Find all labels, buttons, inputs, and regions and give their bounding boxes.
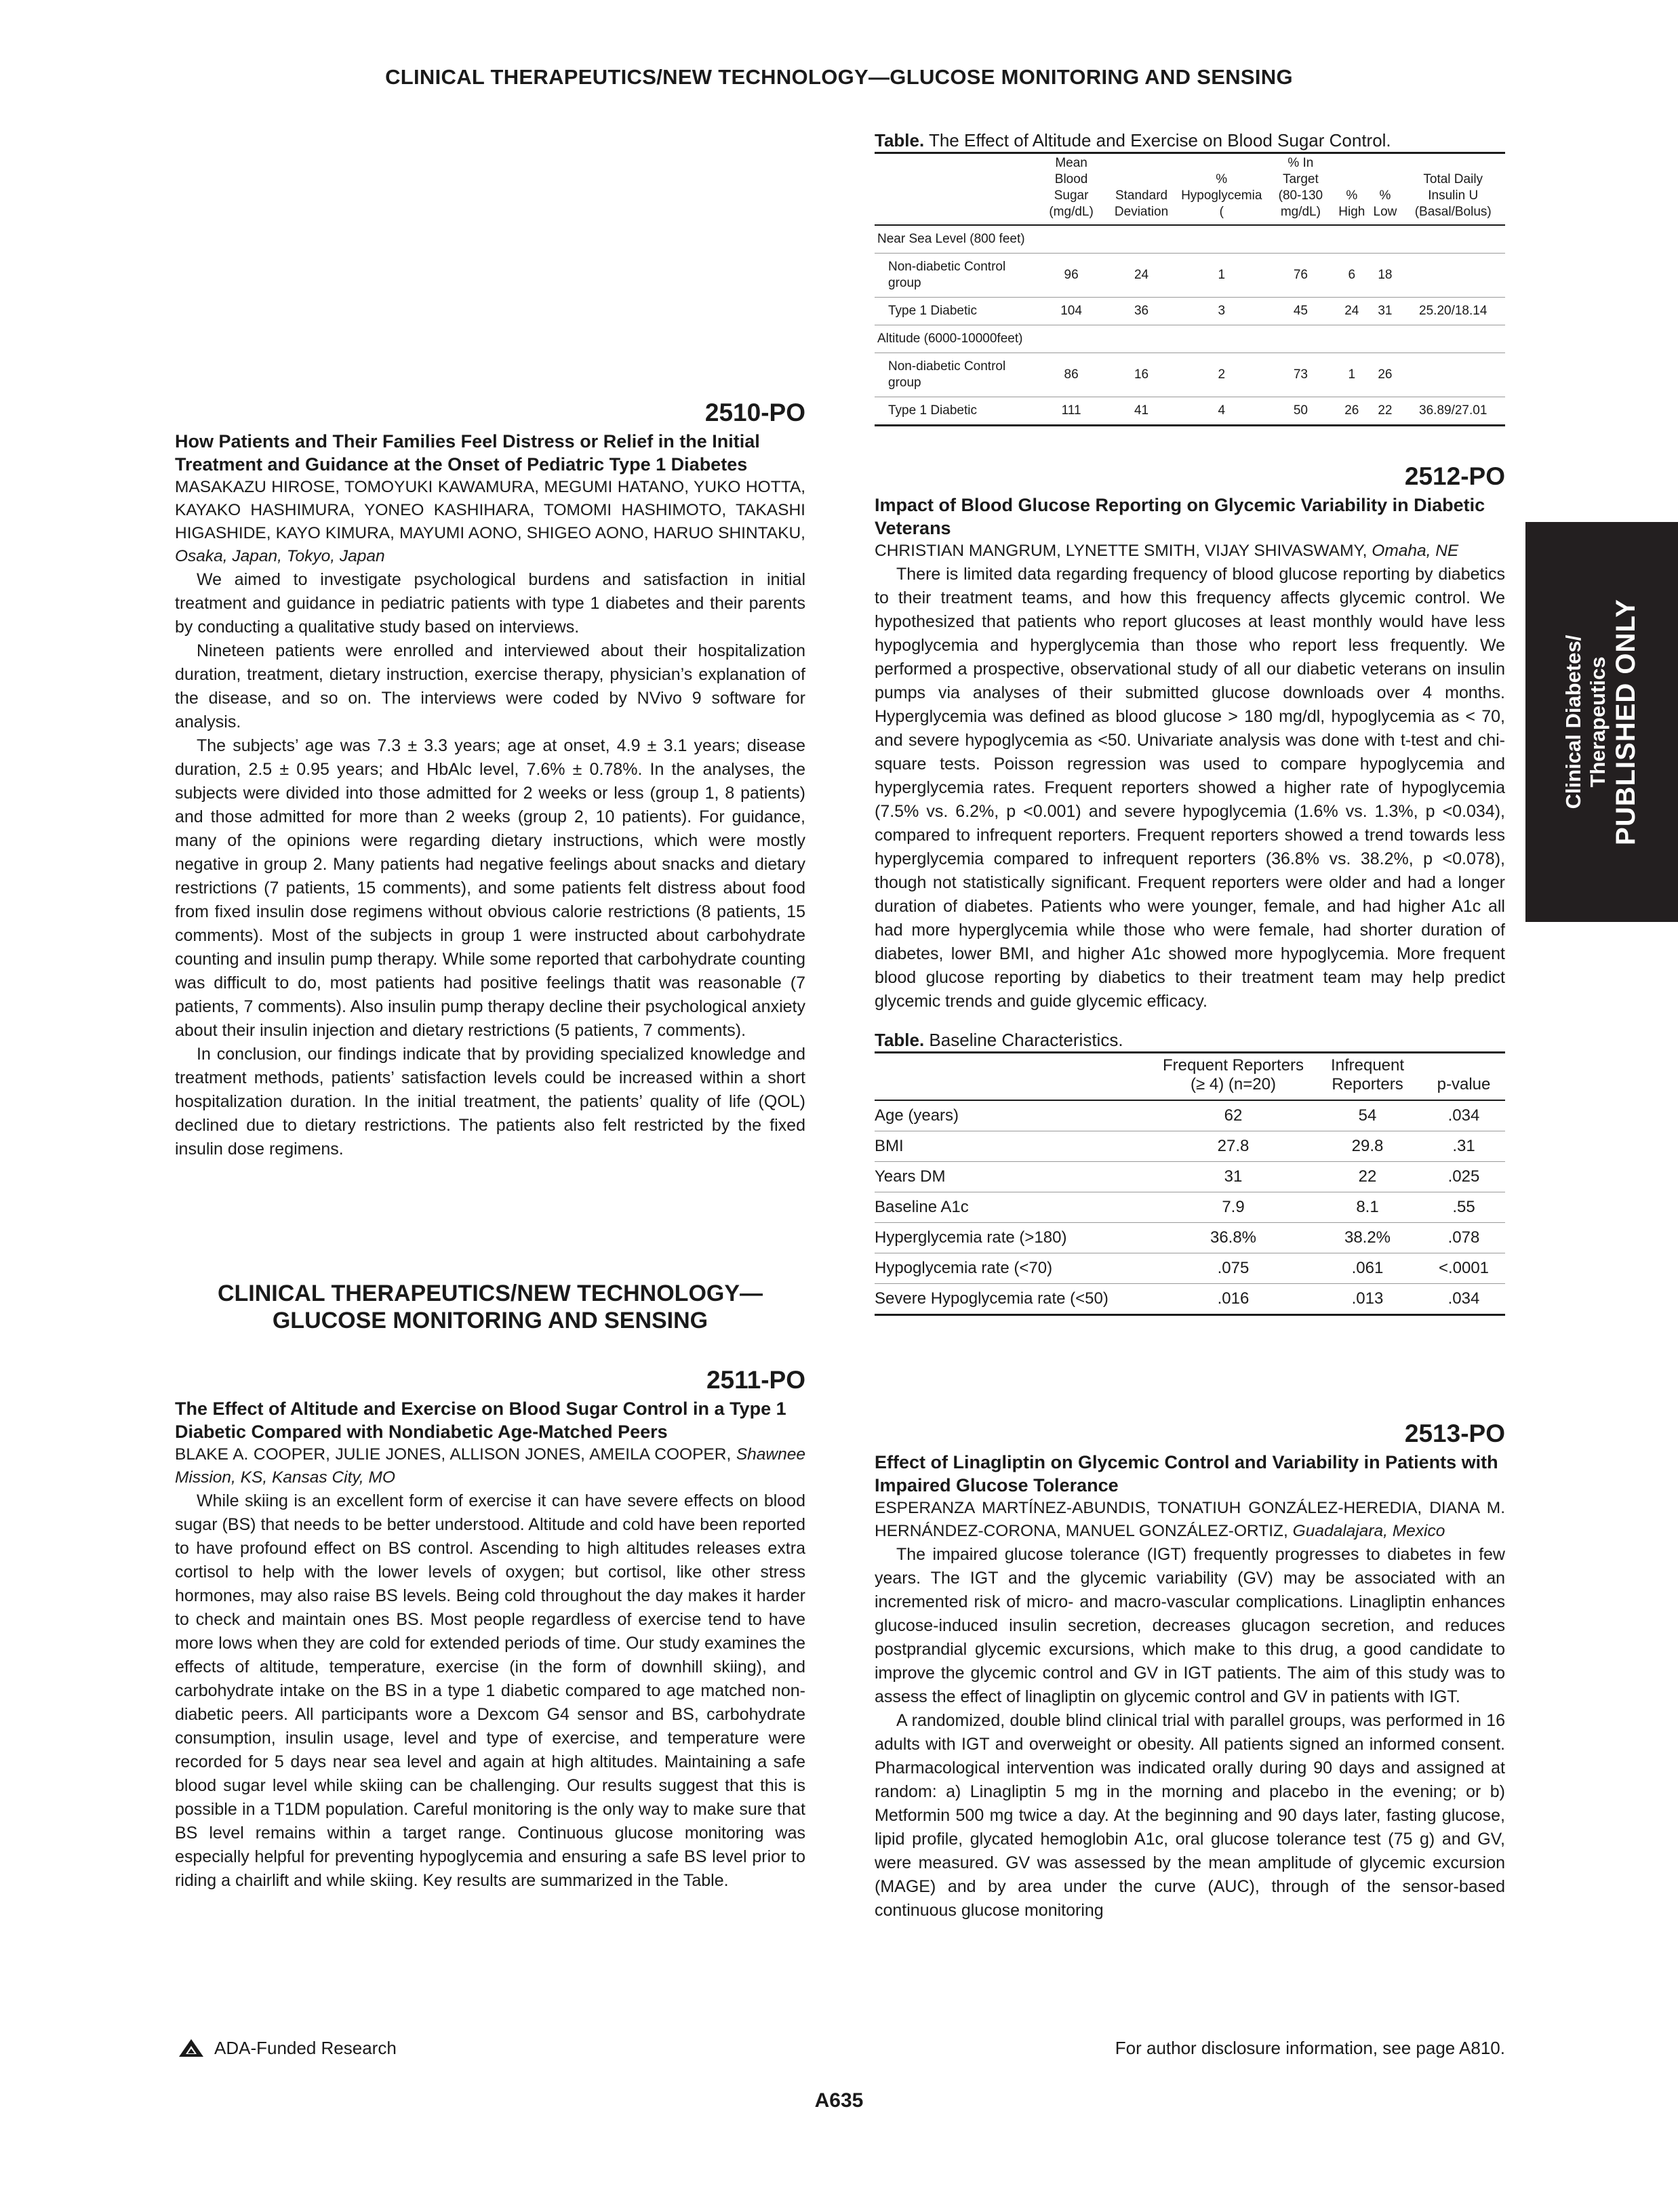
table-cell: 25.20/18.14 bbox=[1401, 298, 1505, 325]
row-label: Years DM bbox=[875, 1162, 1154, 1192]
table-cell: 16 bbox=[1106, 353, 1176, 397]
abstract-2512 bbox=[875, 462, 1505, 1316]
table-row bbox=[875, 1253, 1505, 1284]
column-header: % High bbox=[1338, 188, 1365, 219]
table-group-row bbox=[875, 225, 1505, 254]
data-table bbox=[875, 152, 1505, 426]
table-row bbox=[875, 397, 1505, 426]
paragraph: There is limited data regarding frequency of blood glucose reporting by diabetics to their treatment teams, and how this frequency affects glycemic control. We hypothesized that patients who report glucoses at least monthly would have less hypoglycemia and hyperglycemia than those who report less frequently. We performed a prospective, observational study of all our diabetic veterans on insulin pumps via analyses of their submitted glucose downloads over 4 months. Hyperglycemia was defined as blood glucose > 180 mg/dl, hypoglycemia as < 70, and severe hypoglycemia as <50. Univariate analysis was done with t-test and chi-square tests. Poisson regression was used to compare hypoglycemia and hyperglycemia rates. Frequent reporters showed a higher rate of hypoglycemia (7.5% vs. 6.2%, p <0.001) and severe hypoglycemia (1.6% vs. 1.3%, p <0.034), compared to infrequent reporters. Frequent reporters showed a trend towards less hyperglycemia compared to infrequent reporters (36.8% vs. 38.2%, p <0.078), though not statistically significant. Frequent reporters were older and had a longer duration of diabetes. Patients who were younger, female, and had higher A1c all had more hyperglycemia while those who were female, had shorter duration of diabetes, lower BMI, and higher A1c showed more hypoglycemia. More frequent blood glucose reporting by diabetics to their treatment team may help predict glycemic trends and guide glycemic efficacy. bbox=[875, 565, 1505, 1011]
table-row bbox=[875, 298, 1505, 325]
table-altitude-exercise bbox=[875, 129, 1505, 426]
table-cell: .061 bbox=[1313, 1253, 1422, 1284]
table-caption: Table. Baseline Characteristics. bbox=[875, 1030, 1123, 1050]
section-title-line: CLINICAL THERAPEUTICS/NEW TECHNOLOGY— bbox=[217, 1281, 763, 1306]
column-header: p-value bbox=[1437, 1075, 1491, 1093]
abstract-authors: MASAKAZU HIROSE, TOMOYUKI KAWAMURA, MEGUMI HATANO, YUKO HOTTA, KAYAKO HASHIMURA, YONEO KASHIHARA, TOMOMI HASHIMOTO, TAKASHI HIGASHIDE, KAYO KIMURA, MAYUMI AONO, SHIGEO AONO, HARUO SHINTAKU, Osaka, Japan, Tokyo, Japan bbox=[175, 478, 805, 565]
table-row bbox=[875, 1284, 1505, 1315]
table-cell: 36 bbox=[1106, 298, 1176, 325]
table-cell: <.0001 bbox=[1422, 1253, 1505, 1284]
table-cell: 104 bbox=[1036, 298, 1106, 325]
row-label: Type 1 Diabetic bbox=[875, 397, 1036, 426]
table-cell: 73 bbox=[1267, 353, 1335, 397]
paragraph: The subjects’ age was 7.3 ± 3.3 years; age at onset, 4.9 ± 3.1 years; disease duration, 2.5 ± 0.95 years; and HbAlc level, 7.6% ± 0.78%. In the analyses, the subjects were divided into those admitted for 2 weeks or less (group 1, 8 patients) and those admitted for more than 2 weeks (group 2, 10 patients). For guidance, many of the opinions were regarding dietary instructions, which were mostly negative in group 2. Many patients had negative feelings about snacks and dietary restrictions (7 patients, 15 comments), and some patients felt distress about food from fixed insulin dose regimens without obvious calorie restrictions (8 patients, 15 comments). Most of the subjects in group 1 were instructed about carbohydrate counting and insulin pump therapy. While some reported that carbohydrate counting was difficult to do, most patients had positive feelings thatit was reasonable (7 patients, 7 comments). Also insulin pump therapy decline their psychological anxiety about their insulin injection and dietary restrictions (5 patients, 7 comments). bbox=[175, 736, 805, 1040]
column-header: Infrequent Reporters bbox=[1330, 1056, 1405, 1093]
table-row bbox=[875, 1100, 1505, 1131]
paragraph: The impaired glucose tolerance (IGT) frequently progresses to diabetes in few years. The IGT and the glycemic variability (GV) may be associated with an incremented risk of micro- and macro-vascular complications. Linagliptin enhances glucose-induced insulin secretion, decreases glucagon secretion, and reduces postprandial glycemic excursions, which make to this drug, a good candidate to improve the glycemic control and GV in IGT patients. The aim of this study was to assess the effect of linagliptin on glycemic control and GV in patients with IGT. bbox=[875, 1545, 1505, 1706]
paragraph: Nineteen patients were enrolled and interviewed about their hospitalization duration, treatment, dietary instruction, exercise therapy, physician’s explanation of the disease, and so on. The interviews were coded by NVivo 9 software for analysis. bbox=[175, 641, 805, 731]
table-cell: 1 bbox=[1176, 254, 1267, 298]
table-cell: 36.89/27.01 bbox=[1401, 397, 1505, 426]
table-cell: 1 bbox=[1334, 353, 1369, 397]
paragraph: We aimed to investigate psychological burdens and satisfaction in initial treatment and guidance in pediatric patients with type 1 diabetes and their parents by conducting a qualitative study based on interviews. bbox=[175, 570, 805, 637]
row-label: Non-diabetic Control group bbox=[875, 254, 1036, 298]
table-row bbox=[875, 1131, 1505, 1162]
table-cell: 62 bbox=[1154, 1100, 1313, 1131]
table-cell: .034 bbox=[1422, 1100, 1505, 1131]
row-label: Hyperglycemia rate (>180) bbox=[875, 1223, 1154, 1253]
table-row bbox=[875, 1192, 1505, 1223]
table-cell: 7.9 bbox=[1154, 1192, 1313, 1223]
table-cell: .31 bbox=[1422, 1131, 1505, 1162]
side-tab-line: Clinical Diabetes/ bbox=[1561, 635, 1585, 809]
abstract-title: The Effect of Altitude and Exercise on Blood Sugar Control in a Type 1 Diabetic Compared with Nondiabetic Age-Matched Peers bbox=[175, 1399, 786, 1442]
ada-triangle-logo-icon bbox=[178, 2038, 205, 2058]
author-affiliation: Omaha, NE bbox=[1372, 542, 1459, 560]
table-cell: 3 bbox=[1176, 298, 1267, 325]
paragraph: A randomized, double blind clinical trial with parallel groups, was performed in 16 adults with IGT and overweight or obesity. All patients signed an informed consent. Pharmacological intervention was indicated orally during 90 days and assigned at random: a) Linagliptin 5 mg in the morning and placebo in the evening; or b) Metformin 500 mg twice a day. At the beginning and 90 days later, fasting glucose, lipid profile, glycated hemoglobin A1c, oral glucose tolerance test (75 g) and GV, were measured. GV was assessed by the mean amplitude of glycemic excursion (MAGE) and by area under the curve (AUC), through of the sensor-based continuous glucose monitoring bbox=[875, 1711, 1505, 1920]
table-cell: 50 bbox=[1267, 397, 1335, 426]
side-tab-line: Therapeutics bbox=[1586, 656, 1610, 788]
group-label: Altitude (6000-10000feet) bbox=[875, 325, 1505, 353]
table-cell bbox=[1401, 254, 1505, 298]
section-side-tab bbox=[1525, 522, 1678, 922]
table-cell: 26 bbox=[1334, 397, 1369, 426]
table-cell: 31 bbox=[1154, 1162, 1313, 1192]
table-cell: 38.2% bbox=[1313, 1223, 1422, 1253]
section-title-line: GLUCOSE MONITORING AND SENSING bbox=[272, 1308, 708, 1333]
table-caption: Table. The Effect of Altitude and Exercise on Blood Sugar Control. bbox=[875, 130, 1391, 150]
table-cell: 18 bbox=[1369, 254, 1401, 298]
table-cell: 8.1 bbox=[1313, 1192, 1422, 1223]
table-cell: 36.8% bbox=[1154, 1223, 1313, 1253]
abstract-number: 2513-PO bbox=[1404, 1420, 1505, 1447]
row-label: BMI bbox=[875, 1131, 1154, 1162]
row-label: Hypoglycemia rate (<70) bbox=[875, 1253, 1154, 1284]
column-header bbox=[875, 153, 1036, 226]
table-cell: 22 bbox=[1313, 1162, 1422, 1192]
page-number: A635 bbox=[814, 2089, 864, 2112]
table-cell: 24 bbox=[1106, 254, 1176, 298]
table-cell: 24 bbox=[1334, 298, 1369, 325]
side-tab-line: PUBLISHED ONLY bbox=[1611, 599, 1641, 845]
abstract-authors: ESPERANZA MARTÍNEZ-ABUNDIS, TONATIUH GONZÁLEZ-HEREDIA, DIANA M. HERNÁNDEZ-CORONA, MANUEL GONZÁLEZ-ORTIZ, Guadalajara, Mexico bbox=[875, 1499, 1505, 1540]
table-cell: .078 bbox=[1422, 1223, 1505, 1253]
column-header: Mean Blood Sugar (mg/dL) bbox=[1049, 156, 1094, 219]
row-label: Baseline A1c bbox=[875, 1192, 1154, 1223]
abstract-2513 bbox=[875, 1420, 1505, 1923]
table-cell: 26 bbox=[1369, 353, 1401, 397]
table-row bbox=[875, 1162, 1505, 1192]
group-label: Near Sea Level (800 feet) bbox=[875, 225, 1505, 254]
table-cell: 31 bbox=[1369, 298, 1401, 325]
abstract-body bbox=[175, 568, 805, 1161]
table-row bbox=[875, 353, 1505, 397]
table-cell: 22 bbox=[1369, 397, 1401, 426]
abstract-title: Impact of Blood Glucose Reporting on Glycemic Variability in Diabetic Veterans bbox=[875, 495, 1485, 538]
footer-ada-funded bbox=[178, 2036, 397, 2059]
column-header bbox=[875, 1053, 1154, 1101]
abstract-number: 2512-PO bbox=[1404, 462, 1505, 490]
column-header: % Hypoglycemia ( bbox=[1181, 172, 1262, 219]
table-cell: .013 bbox=[1313, 1284, 1422, 1315]
table-cell: 6 bbox=[1334, 254, 1369, 298]
running-header: CLINICAL THERAPEUTICS/NEW TECHNOLOGY—GLUCOSE MONITORING AND SENSING bbox=[385, 65, 1293, 89]
abstract-body bbox=[175, 1489, 805, 1893]
row-label: Age (years) bbox=[875, 1100, 1154, 1131]
table-cell: .025 bbox=[1422, 1162, 1505, 1192]
table-cell: 96 bbox=[1036, 254, 1106, 298]
data-table bbox=[875, 1051, 1505, 1316]
author-affiliation: Shawnee Mission, KS, Kansas City, MO bbox=[175, 1445, 805, 1487]
table-cell: 76 bbox=[1267, 254, 1335, 298]
table-cell: 86 bbox=[1036, 353, 1106, 397]
table-cell: 27.8 bbox=[1154, 1131, 1313, 1162]
table-group-row bbox=[875, 325, 1505, 353]
abstract-number: 2511-PO bbox=[706, 1366, 805, 1394]
table-row bbox=[875, 254, 1505, 298]
table-cell: 4 bbox=[1176, 397, 1267, 426]
table-cell: 111 bbox=[1036, 397, 1106, 426]
paragraph: In conclusion, our findings indicate that by providing specialized knowledge and treatment methods, patients’ satisfaction levels could be increased within a short hospitalization duration. In the initial treatment, the patients’ quality of life (QOL) declined due to dietary restrictions. The patients also felt restricted by the fixed insulin dose regimens. bbox=[175, 1045, 805, 1159]
table-cell bbox=[1401, 353, 1505, 397]
table-cell: 54 bbox=[1313, 1100, 1422, 1131]
table-cell: .075 bbox=[1154, 1253, 1313, 1284]
row-label: Non-diabetic Control group bbox=[875, 353, 1036, 397]
table-row bbox=[875, 1223, 1505, 1253]
table-cell: 2 bbox=[1176, 353, 1267, 397]
footer-left-text: ADA-Funded Research bbox=[214, 2038, 397, 2058]
section-heading bbox=[175, 1280, 805, 1334]
abstract-2510 bbox=[175, 399, 805, 1161]
table-cell: 29.8 bbox=[1313, 1131, 1422, 1162]
paragraph: While skiing is an excellent form of exercise it can have severe effects on blood sugar (BS) that needs to be better understood. Altitude and cold have been reported to have profound effect on BS control. Ascending to high altitudes releases extra cortisol to help with the lower levels of oxygen; but cortisol, like other stress hormones, may also raise BS levels. Being cold throughout the day makes it harder to check and maintain ones BS. Most people regardless of exercise tend to have more lows when they are cold for extended periods of time. Our study examines the effects of altitude, temperature, exercise (in the form of downhill skiing), and carbohydrate intake on the BS in a type 1 diabetic compared to age matched non-diabetic peers. All participants wore a Dexcom G4 sensor and BS, carbohydrate consumption, insulin usage, level and type of exercise, and temperature were recorded for 5 days near sea level and again at high altitudes. Maintaining a safe blood sugar level while skiing can be challenging. Our results suggest that this is possible in a T1DM population. Careful monitoring is the only way to make sure that BS level remains within a target range. Continuous glucose monitoring was especially helpful for preventing hypoglycemia and ensuring a safe BS level prior to riding a chairlift and while skiing. Key results are summarized in the Table. bbox=[175, 1491, 805, 1890]
row-label: Type 1 Diabetic bbox=[875, 298, 1036, 325]
author-affiliation: Guadalajara, Mexico bbox=[1292, 1522, 1445, 1540]
row-label: Severe Hypoglycemia rate (<50) bbox=[875, 1284, 1154, 1315]
abstract-title: How Patients and Their Families Feel Distress or Relief in the Initial Treatment and Guidance at the Onset of Pediatric Type 1 Diabetes bbox=[175, 431, 760, 475]
column-header: Total Daily Insulin U (Basal/Bolus) bbox=[1414, 172, 1492, 219]
table-cell: 41 bbox=[1106, 397, 1176, 426]
abstract-2511 bbox=[175, 1366, 805, 1893]
column-header: Standard Deviation bbox=[1114, 188, 1169, 219]
abstract-authors: CHRISTIAN MANGRUM, LYNETTE SMITH, VIJAY SHIVASWAMY, Omaha, NE bbox=[875, 542, 1459, 560]
table-baseline-characteristics bbox=[875, 1028, 1505, 1316]
table-cell: .034 bbox=[1422, 1284, 1505, 1315]
table-cell: .016 bbox=[1154, 1284, 1313, 1315]
abstract-body bbox=[875, 1543, 1505, 1923]
table-cell: .55 bbox=[1422, 1192, 1505, 1223]
abstract-authors: BLAKE A. COOPER, JULIE JONES, ALLISON JONES, AMEILA COOPER, Shawnee Mission, KS, Kansas City, MO bbox=[175, 1445, 805, 1487]
footer-disclosure: For author disclosure information, see page A810. bbox=[1115, 2038, 1505, 2058]
author-affiliation: Osaka, Japan, Tokyo, Japan bbox=[175, 547, 385, 565]
table-cell: 45 bbox=[1267, 298, 1335, 325]
abstract-number: 2510-PO bbox=[704, 399, 805, 426]
column-header: % In Target (80-130 mg/dL) bbox=[1278, 156, 1323, 219]
column-header: Frequent Reporters (≥ 4) (n=20) bbox=[1162, 1056, 1304, 1093]
column-header: % Low bbox=[1373, 188, 1397, 219]
abstract-body bbox=[875, 563, 1505, 1013]
abstract-title: Effect of Linagliptin on Glycemic Control and Variability in Patients with Impaired Glucose Tolerance bbox=[875, 1452, 1498, 1495]
